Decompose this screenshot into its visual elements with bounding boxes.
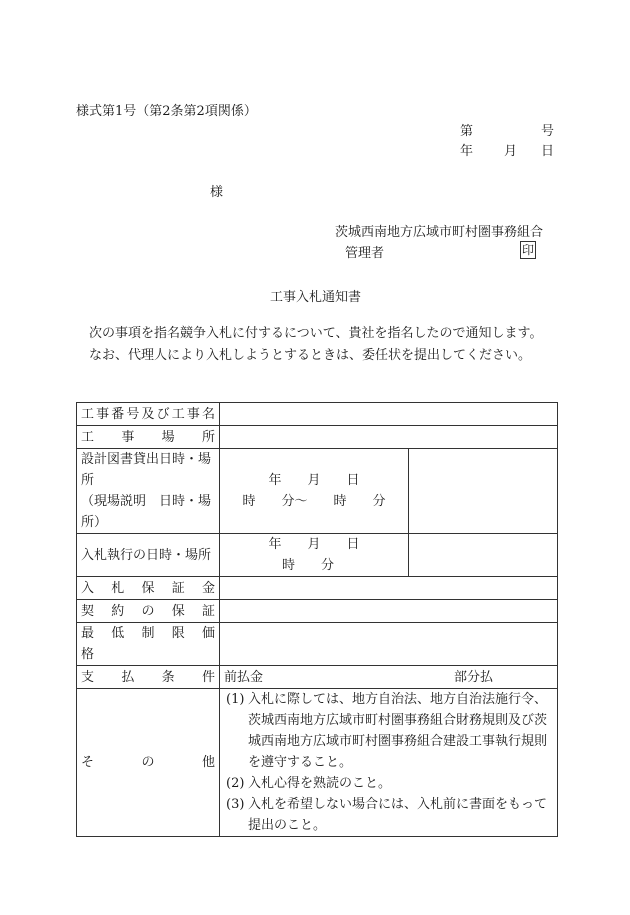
value-work-name	[220, 403, 558, 426]
other-item-2-text: 入札心得を熟読のこと。	[248, 776, 392, 791]
row-contract-guarantee	[77, 600, 558, 623]
paragraph-1: 次の事項を指名競争入札に付するについて、貴社を指名したので通知します。	[89, 326, 543, 341]
value-payment	[220, 666, 558, 689]
addressee-honorific: 様	[210, 185, 224, 200]
seal-box: 印	[522, 243, 535, 257]
label-contract-guarantee: 契 約 の 保 証	[77, 600, 220, 623]
value-bid-deposit	[220, 577, 558, 600]
row-design-docs	[77, 449, 558, 534]
value-site	[220, 426, 558, 449]
label-bid-execution: 入札執行の日時・場所	[77, 534, 220, 577]
sender-organization: 茨城西南地方広域市町村圏事務組合	[335, 225, 544, 240]
form-number: 様式第1号（第2条第2項関係）	[76, 104, 257, 119]
row-min-price	[77, 623, 558, 666]
other-item-1	[226, 689, 551, 773]
number-suffix: 号	[541, 124, 555, 139]
other-item-2-num: (2)	[226, 776, 245, 791]
other-item-1-num: (1)	[226, 692, 245, 707]
notice-table	[76, 402, 558, 837]
value-design-docs-datetime	[220, 449, 409, 534]
sender-title: 管理者	[345, 246, 385, 261]
value-bid-execution-datetime	[220, 534, 409, 577]
design-docs-time: 時 分～ 時 分	[242, 494, 386, 509]
row-site	[77, 426, 558, 449]
value-design-docs-place	[409, 449, 558, 534]
label-design-docs-1: 設計図書貸出日時・場所	[81, 452, 212, 488]
payment-advance: 前払金	[224, 669, 264, 685]
paragraph-2: なお、代理人により入札しようとするときは、委任状を提出してください。	[89, 348, 532, 363]
number-prefix: 第	[460, 124, 474, 139]
other-item-3-text: 入札を希望しない場合には、入札前に書面をもって提出のこと。	[248, 797, 548, 833]
document-title: 工事入札通知書	[270, 290, 362, 305]
row-other	[77, 689, 558, 837]
label-site: 工 事 場 所	[77, 426, 220, 449]
row-payment	[77, 666, 558, 689]
other-item-3-num: (3)	[226, 797, 245, 812]
label-payment: 支 払 条 件	[77, 666, 220, 689]
row-bid-deposit	[77, 577, 558, 600]
row-bid-execution	[77, 534, 558, 577]
other-item-2	[226, 773, 551, 794]
date-month: 月	[504, 144, 518, 159]
label-bid-deposit: 入 札 保 証 金	[77, 577, 220, 600]
value-other	[220, 689, 558, 837]
row-work-name	[77, 403, 558, 426]
date-year: 年	[460, 144, 474, 159]
other-item-3	[226, 794, 551, 836]
value-contract-guarantee	[220, 600, 558, 623]
label-work-name: 工事番号及び工事名	[77, 403, 220, 426]
label-design-docs-2: （現場説明 日時・場所）	[81, 494, 212, 530]
design-docs-date: 年 月 日	[268, 473, 360, 488]
label-min-price: 最 低 制 限 価 格	[77, 623, 220, 666]
label-other: そ の 他	[77, 689, 220, 837]
other-item-1-text: 入札に際しては、地方自治法、地方自治法施行令、茨城西南地方広域市町村圏事務組合財務規則及び茨城西南地方広域市町村圏事務組合建設工事執行規則を遵守すること。	[248, 692, 548, 770]
label-design-docs	[77, 449, 220, 534]
bid-execution-date: 年 月 日	[268, 537, 360, 552]
value-bid-execution-place	[409, 534, 558, 577]
date-day: 日	[541, 144, 555, 159]
value-min-price	[220, 623, 558, 666]
payment-partial: 部分払	[453, 669, 493, 685]
bid-execution-time: 時 分	[282, 558, 335, 573]
